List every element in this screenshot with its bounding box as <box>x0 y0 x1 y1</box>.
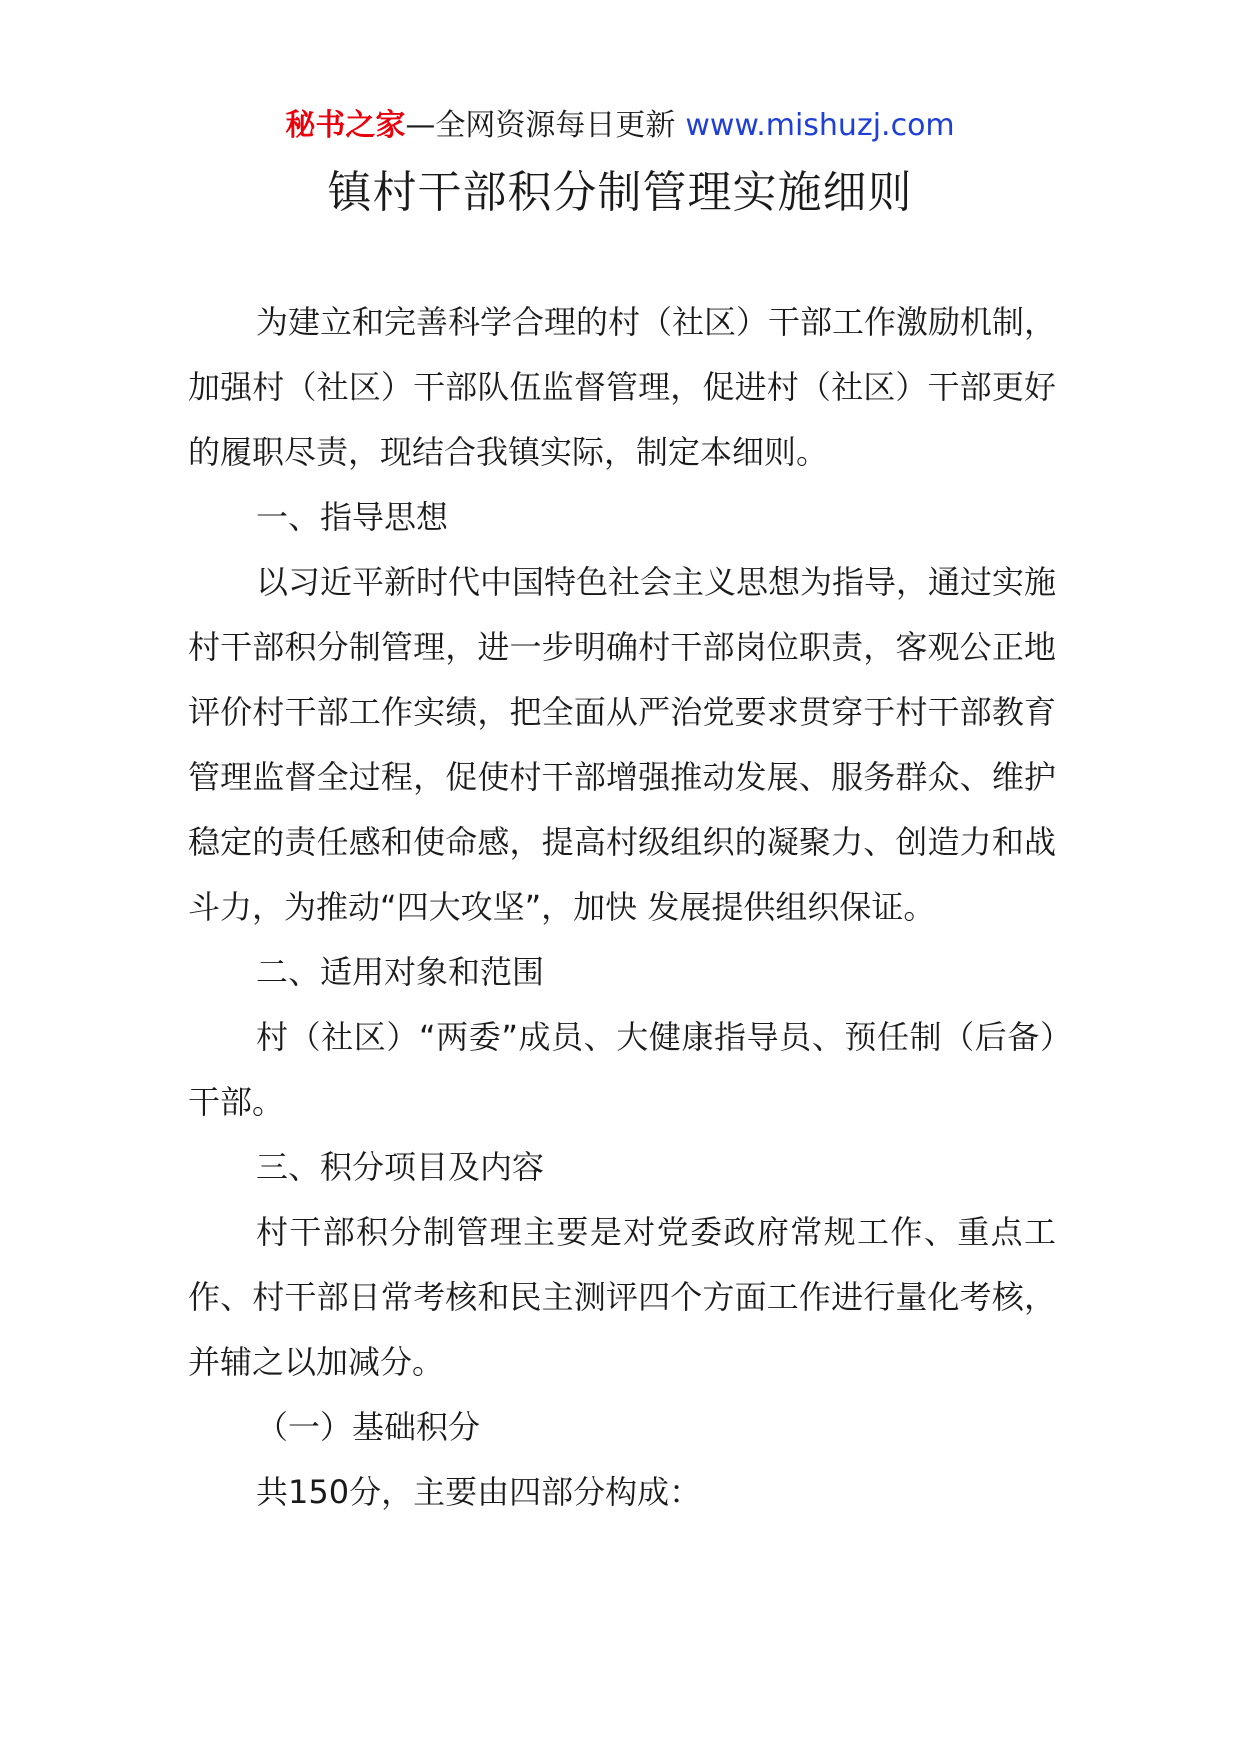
guiding-ideology-paragraph: 以习近平新时代中国特色社会主义思想为指导，通过实施村干部积分制管理，进一步明确村干部岗位职责，客观公正地评价村干部工作实绩，把全面从严治党要求贯穿于村干部教育管理监督全过程，促使村干部增强推动发展、服务群众、维护稳定的责任感和使命感，提高村级组织的凝聚力、创造力和战斗力，为推动“四大攻坚”，加快 发展提供组织保证。 <box>188 563 1057 926</box>
scope-paragraph: 村（社区）“两委”成员、大健康指导员、预任制（后备）干部。 <box>188 1018 1056 1121</box>
section-heading-scope: 二、适用对象和范围 <box>256 953 545 991</box>
site-banner <box>0 104 1240 148</box>
section-heading-guiding-ideology: 一、指导思想 <box>256 498 449 536</box>
site-slogan: —全网资源每日更新 <box>405 108 676 143</box>
site-url-link[interactable]: www.mishuzj.com <box>685 108 955 143</box>
intro-paragraph: 为建立和完善科学合理的村（社区）干部工作激励机制，加强村（社区）干部队伍监督管理，促进村（社区）干部更好的履职尽责，现结合我镇实际，制定本细则。 <box>188 303 1057 471</box>
document-body <box>188 290 1056 1525</box>
document-title: 镇村干部积分制管理实施细则 <box>327 167 913 218</box>
site-brand: 秘书之家 <box>285 108 406 143</box>
section-heading-scoring-items: 三、积分项目及内容 <box>256 1148 545 1186</box>
base-score-paragraph: 共150分，主要由四部分构成： <box>256 1473 702 1511</box>
subsection-heading-base-score: （一）基础积分 <box>256 1408 481 1446</box>
scoring-items-paragraph: 村干部积分制管理主要是对党委政府常规工作、重点工作、村干部日常考核和民主测评四个方面工作进行量化考核，并辅之以加减分。 <box>188 1213 1056 1381</box>
